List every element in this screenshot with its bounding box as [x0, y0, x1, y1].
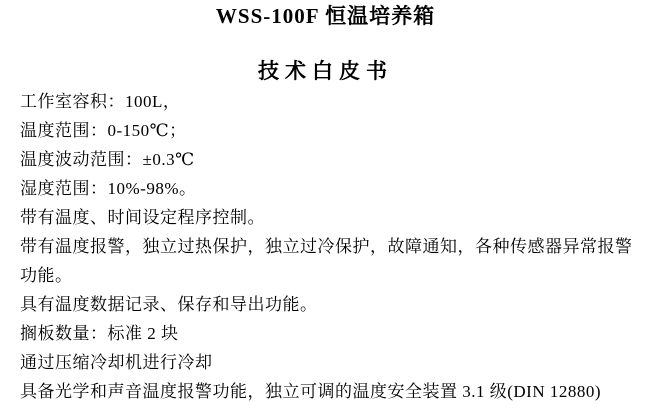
document-subtitle: 技术白皮书	[258, 59, 393, 83]
spec-line-program-control: 带有温度、时间设定程序控制。	[20, 208, 265, 227]
document-body	[20, 87, 631, 406]
spec-line-safety-device: 具备光学和声音温度报警功能，独立可调的温度安全装置 3.1 级(DIN 12880)	[20, 382, 602, 401]
spec-line-alarm-protection-cont: 功能。	[20, 266, 73, 285]
spec-line-data-logging: 具有温度数据记录、保存和导出功能。	[20, 295, 318, 314]
spec-line-alarm-protection: 带有温度报警，独立过热保护，独立过冷保护，故障通知，各种传感器异常报警	[20, 237, 633, 256]
spec-line-temperature-range: 温度范围：0-150℃；	[20, 121, 187, 140]
document-title: WSS-100F 恒温培养箱	[215, 4, 436, 28]
spec-line-chamber-volume: 工作室容积：100L，	[20, 92, 181, 111]
spec-line-temperature-fluctuation: 温度波动范围：±0.3℃	[20, 150, 195, 169]
spec-line-shelf-count: 搁板数量：标准 2 块	[20, 324, 179, 343]
spec-line-compressor-cooling: 通过压缩冷却机进行冷却	[20, 353, 213, 372]
spec-line-humidity-range: 湿度范围：10%-98%。	[20, 179, 197, 198]
